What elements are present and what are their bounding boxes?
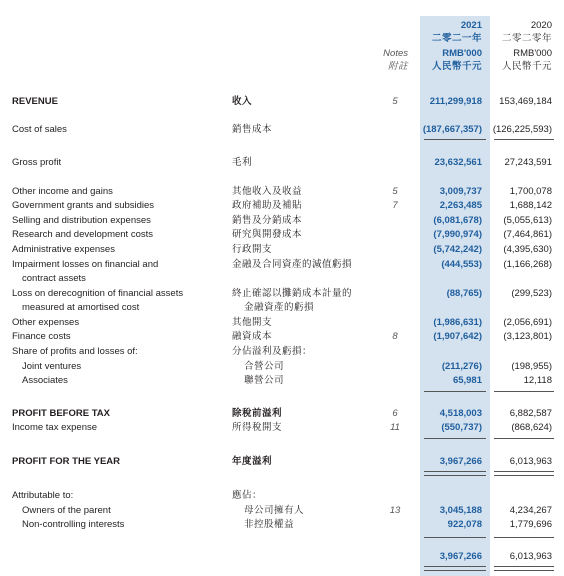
row-gross-profit-2020: 27,243,591 [504,157,552,168]
row-other-income-2021: 3,009,737 [439,186,482,197]
row-share-label: Share of profits and losses of: [12,346,138,357]
total-rule-2021 [424,566,486,571]
row-income-tax-note: 11 [390,422,400,433]
row-finance-costs-note: 8 [392,331,398,342]
row-cost-of-sales-label: Cost of sales [12,124,67,135]
row-selling-2021: (6,081,678) [433,215,482,226]
row-finance-costs-2020: (3,123,801) [503,331,552,342]
row-gov-grants-2021: 2,263,485 [439,200,482,211]
row-share-zh: 分佔溢利及虧損： [232,346,313,357]
row-impairment-label-cont: contract assets [22,273,86,284]
row-cost-of-sales-2021: (187,667,357) [422,124,482,135]
row-other-expenses-2020: (2,056,691) [503,317,552,328]
row-associates-2020: 12,118 [523,375,552,386]
row-pfy-2021: 3,967,266 [439,456,482,467]
row-associates-label: Associates [22,375,68,386]
row-owners-zh: 母公司擁有人 [244,505,305,516]
row-associates-zh: 聯營公司 [244,375,285,386]
row-rnd-2021: (7,990,974) [433,229,482,240]
subtotal-rule-2020 [494,391,554,392]
row-gov-grants-note: 7 [392,200,398,211]
row-derecognition-2021: (88,765) [446,288,482,299]
row-income-tax-2020: (868,624) [511,422,552,433]
subtotal-rule-2021 [424,537,486,538]
row-gross-profit-label: Gross profit [12,157,62,168]
row-finance-costs-label: Finance costs [12,331,71,342]
row-admin-label: Administrative expenses [12,244,115,255]
row-impairment-2020: (1,166,268) [503,259,552,270]
row-rnd-label: Research and development costs [12,229,153,240]
row-jv-label: Joint ventures [22,361,82,372]
row-derecognition-2020: (299,523) [511,288,552,299]
row-income-tax-label: Income tax expense [12,422,98,433]
row-cost-of-sales-2020: (126,225,593) [492,124,552,135]
total-rule-2021 [424,471,486,476]
year-2020-header: 2020 [530,20,552,31]
row-finance-costs-zh: 融資成本 [232,331,273,342]
row-gross-profit-2021: 23,632,561 [434,157,482,168]
row-other-expenses-label: Other expenses [12,317,80,328]
row-derecognition-zh: 終止確認以攤銷成本計量的 [232,288,353,299]
row-other-expenses-2021: (1,986,631) [433,317,482,328]
row-impairment-zh: 金融及合同資產的減值虧損 [232,259,353,270]
year-2020-zh-header: 二零二零年 [501,33,552,44]
row-selling-2020: (5,055,613) [503,215,552,226]
row-pbt-2020: 6,882,587 [509,408,552,419]
row-owners-2020: 4,234,267 [509,505,552,516]
subtotal-rule-2020 [494,139,554,140]
row-revenue-note: 5 [392,96,398,107]
row-selling-label: Selling and distribution expenses [12,215,151,226]
row-attributable-zh: 應佔： [232,490,263,501]
row-owners-note: 13 [389,505,401,516]
row-admin-zh: 行政開支 [232,244,273,255]
row-owners-label: Owners of the parent [22,505,111,516]
rmb-2021-header: RMB'000 [442,48,482,59]
year-2021-zh-header: 二零二一年 [431,33,482,44]
row-gov-grants-2020: 1,688,142 [509,200,552,211]
subtotal-rule-2021 [424,391,486,392]
row-nci-2020: 1,779,696 [509,519,552,530]
subtotal-rule-2020 [494,438,554,439]
total-rule-2020 [494,471,554,476]
row-jv-2021: (211,276) [441,361,482,372]
row-other-income-zh: 其他收入及收益 [232,186,303,197]
row-rnd-zh: 研究與開發成本 [232,229,303,240]
row-pfy-zh: 年度溢利 [232,456,273,467]
row-associates-2021: 65,981 [452,375,482,386]
row-other-income-2020: 1,700,078 [509,186,552,197]
row-admin-2020: (4,395,630) [503,244,552,255]
row-derecognition-label-cont: measured at amortised cost [22,302,140,313]
row-cost-of-sales-zh: 銷售成本 [232,124,273,135]
subtotal-rule-2020 [494,537,554,538]
row-revenue-label: REVENUE [12,96,58,107]
notes-header: Notes [383,48,408,59]
row-total-attributable-2021: 3,967,266 [439,551,482,562]
row-finance-costs-2021: (1,907,642) [433,331,482,342]
row-income-tax-zh: 所得稅開支 [232,422,283,433]
row-pbt-zh: 除稅前溢利 [232,408,283,419]
row-revenue-zh: 收入 [232,96,253,107]
row-gross-profit-zh: 毛利 [232,157,253,168]
row-nci-zh: 非控股權益 [244,519,295,530]
row-other-income-label: Other income and gains [12,186,113,197]
row-pbt-note: 6 [392,408,398,419]
row-jv-2020: (198,955) [511,361,552,372]
subtotal-rule-2021 [424,438,486,439]
row-rnd-2020: (7,464,861) [503,229,552,240]
subtotal-rule-2021 [424,139,486,140]
row-pfy-2020: 6,013,963 [509,456,552,467]
row-pfy-label: PROFIT FOR THE YEAR [12,456,121,467]
row-revenue-2020: 153,469,184 [499,96,552,107]
row-pbt-2021: 4,518,003 [439,408,482,419]
row-nci-2021: 922,078 [447,519,482,530]
row-revenue-2021: 211,299,918 [429,96,482,107]
row-derecognition-zh-cont: 金融資產的虧損 [244,302,315,313]
row-gov-grants-zh: 政府補助及補貼 [232,200,303,211]
rmb-2020-zh-header: 人民幣千元 [501,61,552,72]
year-2021-header: 2021 [460,20,482,31]
total-rule-2020 [494,566,554,571]
rmb-2021-zh-header: 人民幣千元 [431,61,482,72]
row-selling-zh: 銷售及分銷成本 [232,215,303,226]
row-owners-2021: 3,045,188 [439,505,482,516]
row-nci-label: Non-controlling interests [22,519,125,530]
row-gov-grants-label: Government grants and subsidies [12,200,155,211]
row-income-tax-2021: (550,737) [441,422,482,433]
notes-zh-header: 附註 [387,61,408,72]
row-derecognition-label: Loss on derecognition of financial assets [12,288,184,299]
row-admin-2021: (5,742,242) [433,244,482,255]
row-total-attributable-2020: 6,013,963 [509,551,552,562]
row-other-income-note: 5 [392,186,398,197]
row-attributable-label: Attributable to: [12,490,74,501]
rmb-2020-header: RMB'000 [513,48,552,59]
row-impairment-label: Impairment losses on financial and [12,259,159,270]
row-other-expenses-zh: 其他開支 [232,317,273,328]
row-pbt-label: PROFIT BEFORE TAX [12,408,110,419]
row-impairment-2021: (444,553) [441,259,482,270]
row-jv-zh: 合營公司 [244,361,285,372]
